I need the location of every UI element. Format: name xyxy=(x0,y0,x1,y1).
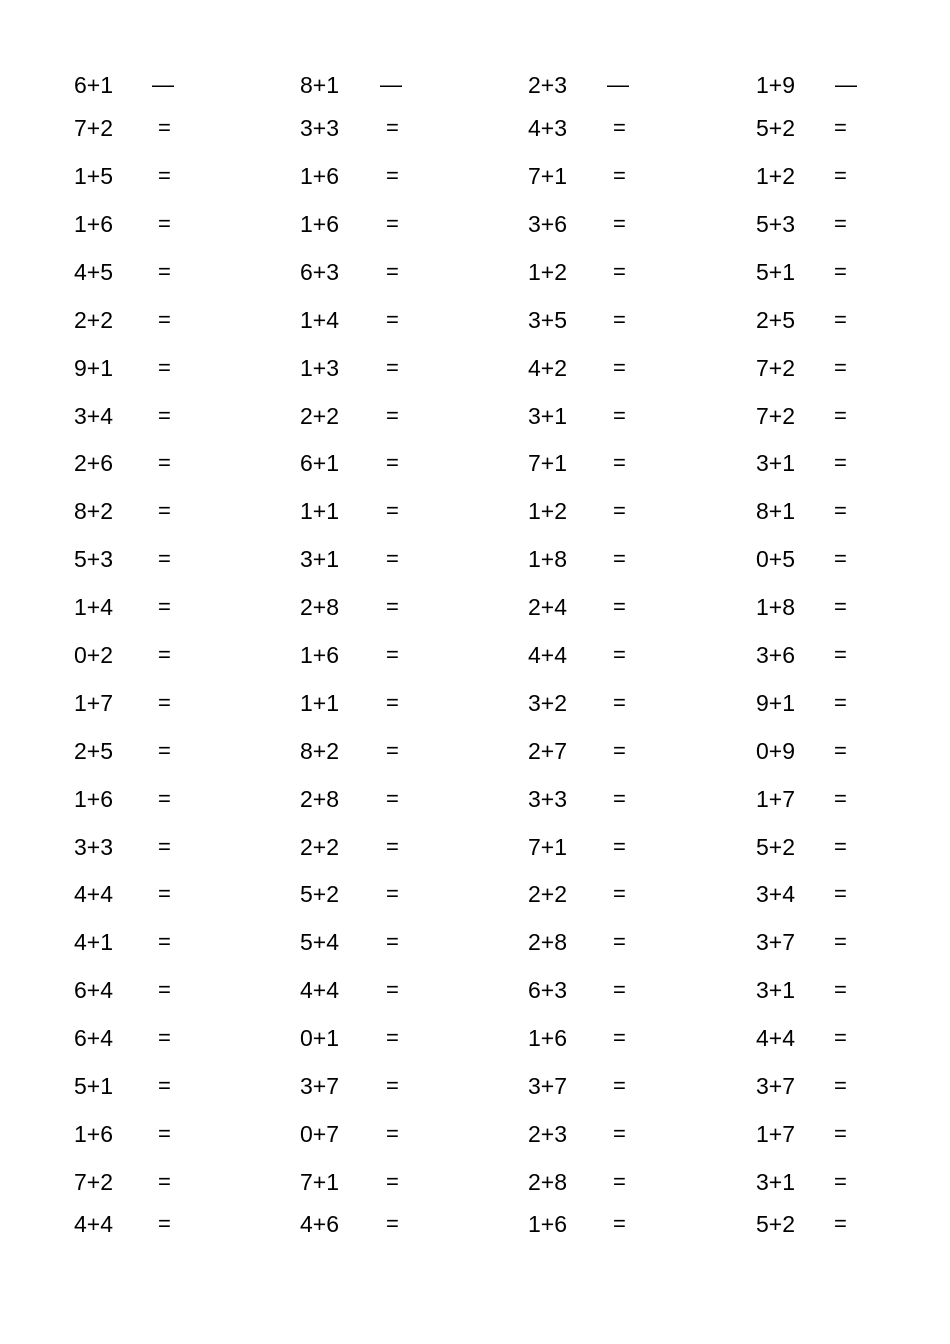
problem-expression: 3+7 xyxy=(300,1073,340,1099)
problem-expression: 1+9 xyxy=(756,72,796,98)
equals-sign: = xyxy=(158,929,171,954)
equals-sign: = xyxy=(834,546,847,571)
equals-sign: = xyxy=(834,498,847,523)
problem-row xyxy=(0,832,950,862)
equals-sign: = xyxy=(386,1025,399,1050)
equals-sign: = xyxy=(158,594,171,619)
equals-sign: = xyxy=(158,1169,171,1194)
equals-sign: = xyxy=(386,977,399,1002)
problem-row xyxy=(0,257,950,287)
equals-sign: = xyxy=(386,163,399,188)
problem-expression: 4+1 xyxy=(74,929,114,955)
equals-sign: = xyxy=(386,929,399,954)
problem-expression: 0+9 xyxy=(756,738,796,764)
equals-sign: = xyxy=(834,594,847,619)
problem-expression: 7+1 xyxy=(528,450,568,476)
equals-sign: = xyxy=(613,786,626,811)
problem-expression: 2+5 xyxy=(756,307,796,333)
equals-sign: = xyxy=(613,738,626,763)
problem-expression: 3+3 xyxy=(300,115,340,141)
problem-expression: 1+1 xyxy=(300,498,340,524)
equals-sign: = xyxy=(834,307,847,332)
problem-row xyxy=(0,209,950,239)
equals-sign: = xyxy=(386,546,399,571)
problem-expression: 1+2 xyxy=(756,163,796,189)
equals-sign: = xyxy=(158,115,171,140)
problem-expression: 2+8 xyxy=(528,1169,568,1195)
problem-expression: 2+2 xyxy=(300,403,340,429)
equals-sign: = xyxy=(158,690,171,715)
equals-sign: = xyxy=(386,1211,399,1236)
problem-expression: 3+7 xyxy=(528,1073,568,1099)
problem-expression: 7+2 xyxy=(74,1169,114,1195)
problem-expression: 4+4 xyxy=(74,881,114,907)
problem-expression: 7+1 xyxy=(528,163,568,189)
problem-row xyxy=(0,113,950,143)
equals-sign: = xyxy=(613,403,626,428)
equals-sign: = xyxy=(158,355,171,380)
problem-expression: 3+1 xyxy=(756,977,796,1003)
equals-sign: = xyxy=(613,977,626,1002)
equals-sign: = xyxy=(386,1121,399,1146)
problem-expression: 3+2 xyxy=(528,690,568,716)
equals-sign: = xyxy=(834,211,847,236)
equals-sign: = xyxy=(158,163,171,188)
equals-sign: = xyxy=(158,786,171,811)
equals-sign: = xyxy=(386,498,399,523)
equals-sign: = xyxy=(834,1073,847,1098)
problem-expression: 0+1 xyxy=(300,1025,340,1051)
problem-row xyxy=(0,70,950,100)
equals-sign: = xyxy=(834,115,847,140)
equals-sign: = xyxy=(158,450,171,475)
equals-sign: = xyxy=(613,211,626,236)
problem-expression: 1+2 xyxy=(528,259,568,285)
problem-expression: 7+1 xyxy=(300,1169,340,1195)
equals-sign: = xyxy=(386,211,399,236)
problem-expression: 5+1 xyxy=(756,259,796,285)
problem-expression: 1+4 xyxy=(300,307,340,333)
problem-expression: 1+6 xyxy=(528,1211,568,1237)
problem-expression: 4+4 xyxy=(74,1211,114,1237)
problem-row xyxy=(0,448,950,478)
problem-expression: 3+1 xyxy=(528,403,568,429)
problem-expression: 4+2 xyxy=(528,355,568,381)
problem-expression: 5+4 xyxy=(300,929,340,955)
equals-sign: = xyxy=(613,594,626,619)
equals-sign: = xyxy=(834,1121,847,1146)
problem-row xyxy=(0,496,950,526)
problem-expression: 1+6 xyxy=(300,642,340,668)
problem-expression: 4+3 xyxy=(528,115,568,141)
dash-sign: — xyxy=(152,72,174,97)
problem-expression: 5+2 xyxy=(756,1211,796,1237)
equals-sign: = xyxy=(158,546,171,571)
equals-sign: = xyxy=(613,1211,626,1236)
equals-sign: = xyxy=(386,403,399,428)
problem-expression: 2+8 xyxy=(300,786,340,812)
problem-row xyxy=(0,1119,950,1149)
problem-row xyxy=(0,161,950,191)
problem-expression: 8+2 xyxy=(74,498,114,524)
equals-sign: = xyxy=(158,834,171,859)
problem-expression: 5+2 xyxy=(756,115,796,141)
equals-sign: = xyxy=(834,403,847,428)
problem-expression: 2+4 xyxy=(528,594,568,620)
equals-sign: = xyxy=(834,786,847,811)
equals-sign: = xyxy=(386,1073,399,1098)
equals-sign: = xyxy=(158,498,171,523)
problem-row xyxy=(0,640,950,670)
equals-sign: = xyxy=(613,642,626,667)
equals-sign: = xyxy=(613,690,626,715)
problem-expression: 3+7 xyxy=(756,1073,796,1099)
dash-sign: — xyxy=(835,72,857,97)
problem-expression: 2+3 xyxy=(528,72,568,98)
equals-sign: = xyxy=(386,690,399,715)
equals-sign: = xyxy=(158,403,171,428)
problem-row xyxy=(0,879,950,909)
problem-expression: 7+2 xyxy=(74,115,114,141)
equals-sign: = xyxy=(834,834,847,859)
problem-expression: 0+7 xyxy=(300,1121,340,1147)
problem-expression: 2+2 xyxy=(74,307,114,333)
problem-expression: 2+8 xyxy=(528,929,568,955)
problem-row xyxy=(0,353,950,383)
equals-sign: = xyxy=(158,738,171,763)
problem-expression: 5+3 xyxy=(74,546,114,572)
problem-expression: 3+4 xyxy=(74,403,114,429)
problem-expression: 4+4 xyxy=(300,977,340,1003)
problem-expression: 3+1 xyxy=(300,546,340,572)
equals-sign: = xyxy=(386,738,399,763)
equals-sign: = xyxy=(834,1169,847,1194)
problem-expression: 9+1 xyxy=(74,355,114,381)
problem-expression: 6+4 xyxy=(74,1025,114,1051)
problem-row xyxy=(0,401,950,431)
problem-row xyxy=(0,1071,950,1101)
problem-expression: 7+2 xyxy=(756,403,796,429)
equals-sign: = xyxy=(834,450,847,475)
equals-sign: = xyxy=(158,307,171,332)
equals-sign: = xyxy=(158,211,171,236)
problem-row xyxy=(0,592,950,622)
problem-expression: 2+8 xyxy=(300,594,340,620)
equals-sign: = xyxy=(613,498,626,523)
equals-sign: = xyxy=(613,929,626,954)
problem-expression: 2+2 xyxy=(528,881,568,907)
problem-expression: 1+6 xyxy=(74,786,114,812)
problem-expression: 3+1 xyxy=(756,1169,796,1195)
problem-expression: 8+2 xyxy=(300,738,340,764)
equals-sign: = xyxy=(386,834,399,859)
equals-sign: = xyxy=(613,1169,626,1194)
equals-sign: = xyxy=(158,881,171,906)
problem-expression: 3+3 xyxy=(528,786,568,812)
problem-row xyxy=(0,305,950,335)
problem-expression: 3+7 xyxy=(756,929,796,955)
problem-expression: 1+6 xyxy=(528,1025,568,1051)
problem-expression: 1+6 xyxy=(74,211,114,237)
equals-sign: = xyxy=(834,690,847,715)
equals-sign: = xyxy=(386,881,399,906)
problem-expression: 3+6 xyxy=(528,211,568,237)
equals-sign: = xyxy=(834,929,847,954)
problem-expression: 0+5 xyxy=(756,546,796,572)
equals-sign: = xyxy=(834,881,847,906)
problem-expression: 1+8 xyxy=(528,546,568,572)
problem-expression: 1+8 xyxy=(756,594,796,620)
problem-expression: 4+5 xyxy=(74,259,114,285)
equals-sign: = xyxy=(386,1169,399,1194)
problem-expression: 7+1 xyxy=(528,834,568,860)
problem-expression: 1+6 xyxy=(300,163,340,189)
problem-expression: 3+4 xyxy=(756,881,796,907)
problem-expression: 3+6 xyxy=(756,642,796,668)
problem-row xyxy=(0,784,950,814)
equals-sign: = xyxy=(834,355,847,380)
problem-expression: 1+5 xyxy=(74,163,114,189)
equals-sign: = xyxy=(613,1073,626,1098)
problem-row xyxy=(0,688,950,718)
equals-sign: = xyxy=(386,259,399,284)
equals-sign: = xyxy=(386,642,399,667)
problem-expression: 5+3 xyxy=(756,211,796,237)
equals-sign: = xyxy=(613,163,626,188)
problem-expression: 6+3 xyxy=(528,977,568,1003)
equals-sign: = xyxy=(158,977,171,1002)
problem-expression: 1+3 xyxy=(300,355,340,381)
problem-expression: 6+3 xyxy=(300,259,340,285)
equals-sign: = xyxy=(386,115,399,140)
equals-sign: = xyxy=(386,355,399,380)
equals-sign: = xyxy=(613,355,626,380)
equals-sign: = xyxy=(158,1025,171,1050)
equals-sign: = xyxy=(613,115,626,140)
equals-sign: = xyxy=(613,307,626,332)
problem-expression: 2+6 xyxy=(74,450,114,476)
problem-expression: 7+2 xyxy=(756,355,796,381)
problem-expression: 2+3 xyxy=(528,1121,568,1147)
equals-sign: = xyxy=(834,1025,847,1050)
problem-expression: 5+2 xyxy=(300,881,340,907)
equals-sign: = xyxy=(834,259,847,284)
problem-expression: 6+4 xyxy=(74,977,114,1003)
equals-sign: = xyxy=(613,1025,626,1050)
problem-expression: 1+6 xyxy=(300,211,340,237)
equals-sign: = xyxy=(613,1121,626,1146)
problem-expression: 5+1 xyxy=(74,1073,114,1099)
equals-sign: = xyxy=(834,977,847,1002)
problem-expression: 0+2 xyxy=(74,642,114,668)
dash-sign: — xyxy=(607,72,629,97)
problem-row xyxy=(0,544,950,574)
equals-sign: = xyxy=(834,1211,847,1236)
problem-expression: 5+2 xyxy=(756,834,796,860)
equals-sign: = xyxy=(158,642,171,667)
equals-sign: = xyxy=(158,259,171,284)
problem-expression: 1+7 xyxy=(756,786,796,812)
problem-expression: 3+5 xyxy=(528,307,568,333)
problem-expression: 4+4 xyxy=(528,642,568,668)
problem-expression: 8+1 xyxy=(300,72,340,98)
dash-sign: — xyxy=(380,72,402,97)
equals-sign: = xyxy=(613,546,626,571)
problem-expression: 3+1 xyxy=(756,450,796,476)
equals-sign: = xyxy=(386,307,399,332)
problem-row xyxy=(0,1023,950,1053)
problem-expression: 1+4 xyxy=(74,594,114,620)
equals-sign: = xyxy=(834,163,847,188)
problem-expression: 1+2 xyxy=(528,498,568,524)
equals-sign: = xyxy=(386,450,399,475)
problem-expression: 2+2 xyxy=(300,834,340,860)
problem-row xyxy=(0,975,950,1005)
equals-sign: = xyxy=(158,1073,171,1098)
equals-sign: = xyxy=(613,834,626,859)
problem-expression: 8+1 xyxy=(756,498,796,524)
equals-sign: = xyxy=(386,594,399,619)
problem-expression: 1+1 xyxy=(300,690,340,716)
equals-sign: = xyxy=(158,1211,171,1236)
equals-sign: = xyxy=(386,786,399,811)
problem-row xyxy=(0,1167,950,1197)
problem-row xyxy=(0,736,950,766)
problem-expression: 2+5 xyxy=(74,738,114,764)
problem-expression: 2+7 xyxy=(528,738,568,764)
problem-expression: 4+6 xyxy=(300,1211,340,1237)
problem-row xyxy=(0,1209,950,1239)
problem-expression: 1+6 xyxy=(74,1121,114,1147)
problem-expression: 6+1 xyxy=(74,72,114,98)
equals-sign: = xyxy=(613,881,626,906)
problem-expression: 3+3 xyxy=(74,834,114,860)
problem-expression: 1+7 xyxy=(74,690,114,716)
equals-sign: = xyxy=(158,1121,171,1146)
problem-expression: 1+7 xyxy=(756,1121,796,1147)
equals-sign: = xyxy=(834,738,847,763)
problem-expression: 4+4 xyxy=(756,1025,796,1051)
equals-sign: = xyxy=(613,450,626,475)
problem-expression: 9+1 xyxy=(756,690,796,716)
equals-sign: = xyxy=(834,642,847,667)
equals-sign: = xyxy=(613,259,626,284)
problem-row xyxy=(0,927,950,957)
problem-expression: 6+1 xyxy=(300,450,340,476)
